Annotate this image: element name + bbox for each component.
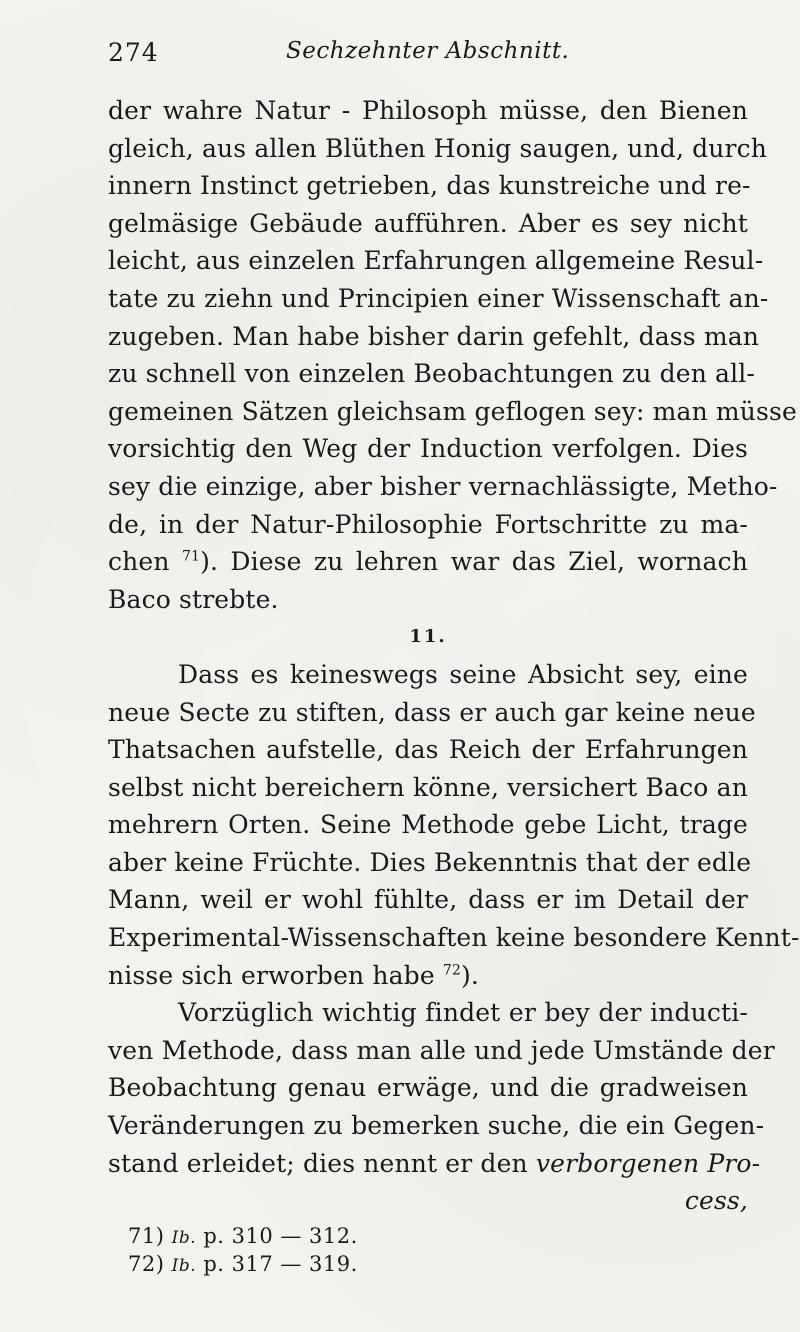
text-line — [108, 1145, 761, 1183]
catchword: cess, — [684, 1186, 748, 1216]
footnote-reference: 72 — [442, 962, 462, 979]
text-line: Beobachtung genau erwäge, und die gradweisen — [108, 1073, 748, 1103]
page-number: 274 — [108, 38, 159, 67]
text-line: neue Secte zu stiften, dass er auch gar keine neue — [108, 697, 756, 727]
text-line: zu schnell von einzelen Beobachtungen zu den all- — [108, 359, 755, 389]
text-line: Veränderungen zu bemerken suche, die ein Gegen- — [108, 1111, 765, 1141]
text-line-with-footnote — [108, 957, 748, 995]
footnote-mark: 72) — [128, 1252, 165, 1276]
text-line: gelmäsige Gebäude aufführen. Aber es sey nicht — [108, 208, 748, 238]
text-line: Mann, weil er wohl fühlte, dass er im Detail der — [108, 885, 748, 915]
page-header — [108, 38, 748, 74]
footnote-ref: Ib. — [171, 1228, 197, 1248]
footnote-mark: 71) — [128, 1224, 165, 1248]
text-segment: ). Diese zu lehren war das Ziel, wornach — [200, 547, 748, 577]
text-line: leicht, aus einzelen Erfahrungen allgemeine Resul- — [108, 246, 764, 276]
text-line: vorsichtig den Weg der Induction verfolgen. Dies — [108, 434, 748, 464]
text-line: selbst nicht bereichern könne, versichert Baco an — [108, 772, 748, 802]
text-line: mehrern Orten. Seine Methode gebe Licht, trage — [108, 810, 748, 840]
text-segment: ). — [461, 960, 480, 990]
text-line: gemeinen Sätzen gleichsam geflogen sey: man müsse — [108, 396, 797, 426]
footnote — [128, 1250, 528, 1278]
body-text — [108, 92, 800, 1220]
footnote-ref: Ib. — [171, 1256, 197, 1276]
text-line: de, in der Natur-Philosophie Fortschritte zu ma- — [108, 509, 748, 539]
footnote-text: p. 310 — 312. — [203, 1224, 358, 1248]
text-line-with-footnote — [108, 543, 748, 581]
text-line: Baco strebte. — [108, 584, 279, 614]
text-line: sey die einzige, aber bisher vernachlässigte, Metho- — [108, 471, 778, 501]
text-segment: chen — [108, 547, 170, 577]
footnotes — [128, 1222, 528, 1278]
text-line: Experimental-Wissenschaften keine besondere Kennt- — [108, 923, 800, 953]
text-segment: nisse sich erworben habe — [108, 960, 435, 990]
text-line: tate zu ziehn und Principien einer Wissenschaft an- — [108, 283, 769, 313]
text-line: aber keine Früchte. Dies Bekenntnis that der edle — [108, 847, 752, 877]
footnote — [128, 1222, 528, 1250]
text-line: gleich, aus allen Blüthen Honig saugen, und, durch — [108, 133, 768, 163]
text-line: Vorzüglich wichtig findet er bey der inducti- — [178, 998, 748, 1028]
text-line: innern Instinct getrieben, das kunstreiche und re- — [108, 171, 751, 201]
footnote-reference: 71 — [181, 548, 201, 565]
text-line: Dass es keineswegs seine Absicht sey, eine — [178, 659, 748, 689]
footnote-text: p. 317 — 319. — [203, 1252, 358, 1276]
section-number: 11. — [409, 626, 447, 648]
text-segment: stand erleidet; dies nennt er den — [108, 1148, 528, 1178]
text-line: der wahre Natur - Philosoph müsse, den Bienen — [108, 96, 748, 125]
running-head: Sechzehnter Abschnitt. — [286, 38, 570, 64]
text-line: Thatsachen aufstelle, das Reich der Erfahrungen — [108, 735, 748, 765]
text-line: zugeben. Man habe bisher darin gefehlt, dass man — [108, 321, 759, 351]
text-line: ven Methode, dass man alle und jede Umstände der — [108, 1035, 775, 1065]
italic-term: verborgenen Pro- — [535, 1148, 761, 1178]
